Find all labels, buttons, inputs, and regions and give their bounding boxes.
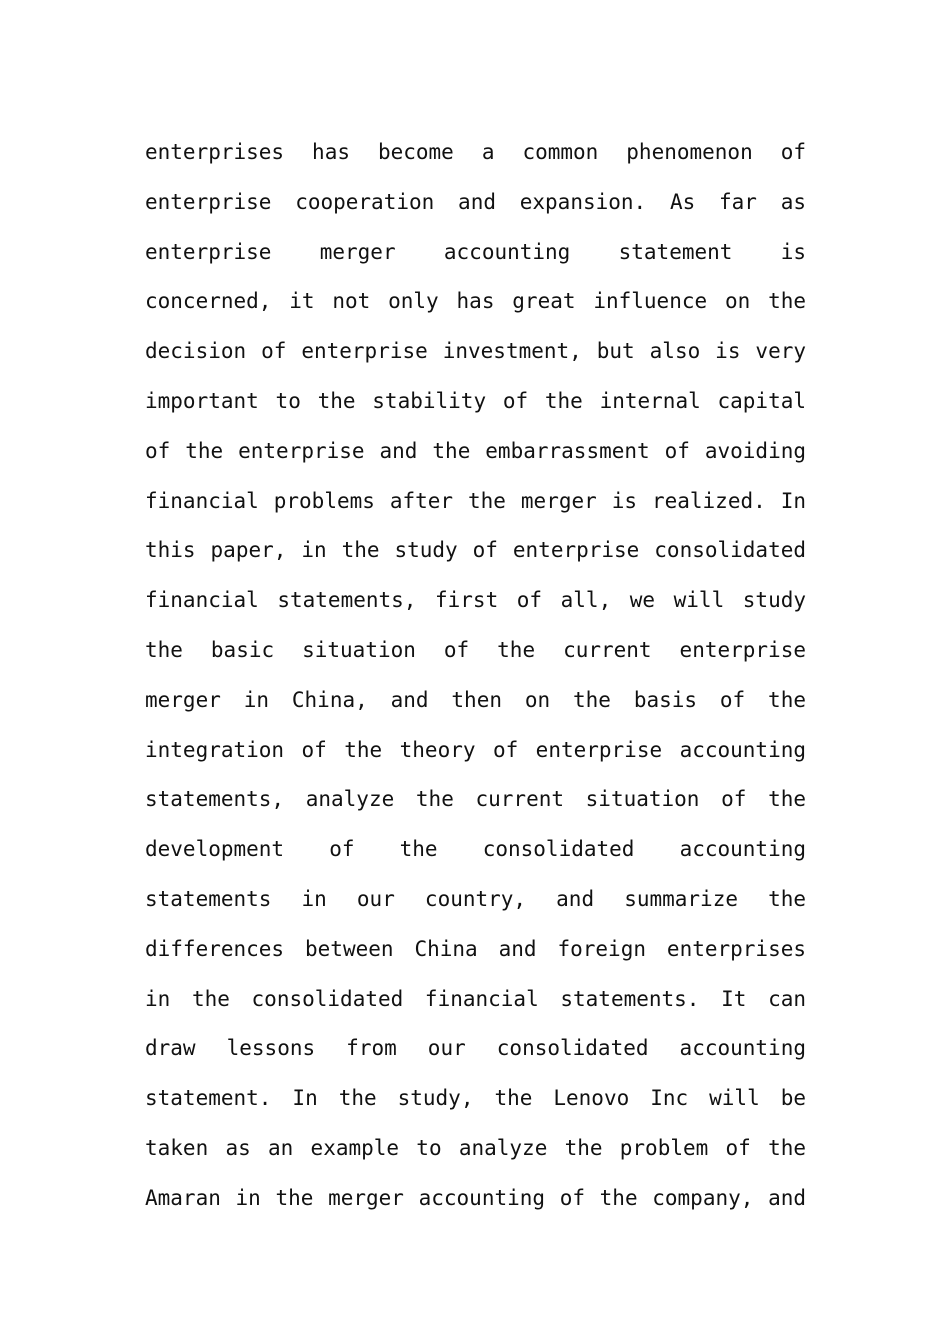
text-line: differences between China and foreign enterprises — [145, 936, 806, 961]
text-line: statements, analyze the current situation of the — [145, 787, 806, 812]
text-line: concerned, it not only has great influence on the — [145, 289, 806, 314]
text-line: enterprise merger accounting statement is — [145, 239, 806, 264]
text-line: merger in China, and then on the basis of the — [145, 687, 806, 712]
text-line: financial problems after the merger is realized. In — [145, 488, 806, 513]
text-line: in the consolidated financial statements. It can — [145, 986, 806, 1011]
body-paragraph — [145, 128, 806, 1224]
text-line: statement. In the study, the Lenovo Inc will be — [145, 1086, 806, 1111]
text-line: of the enterprise and the embarrassment of avoiding — [145, 438, 806, 463]
text-line: development of the consolidated accounting — [145, 837, 806, 862]
text-line: enterprises has become a common phenomenon of — [145, 140, 806, 164]
text-line: financial statements, first of all, we will study — [145, 588, 806, 613]
text-line: integration of the theory of enterprise accounting — [145, 737, 806, 762]
text-line: taken as an example to analyze the problem of the — [145, 1135, 806, 1160]
text-line: the basic situation of the current enterprise — [145, 637, 806, 662]
text-line: this paper, in the study of enterprise consolidated — [145, 538, 806, 563]
text-line: important to the stability of the internal capital — [145, 388, 806, 413]
text-line: statements in our country, and summarize the — [145, 886, 806, 911]
text-line: enterprise cooperation and expansion. As far as — [145, 189, 806, 214]
text-line: Amaran in the merger accounting of the company, and — [145, 1185, 806, 1210]
text-line: decision of enterprise investment, but also is very — [145, 339, 806, 364]
text-line: draw lessons from our consolidated accounting — [145, 1036, 806, 1061]
